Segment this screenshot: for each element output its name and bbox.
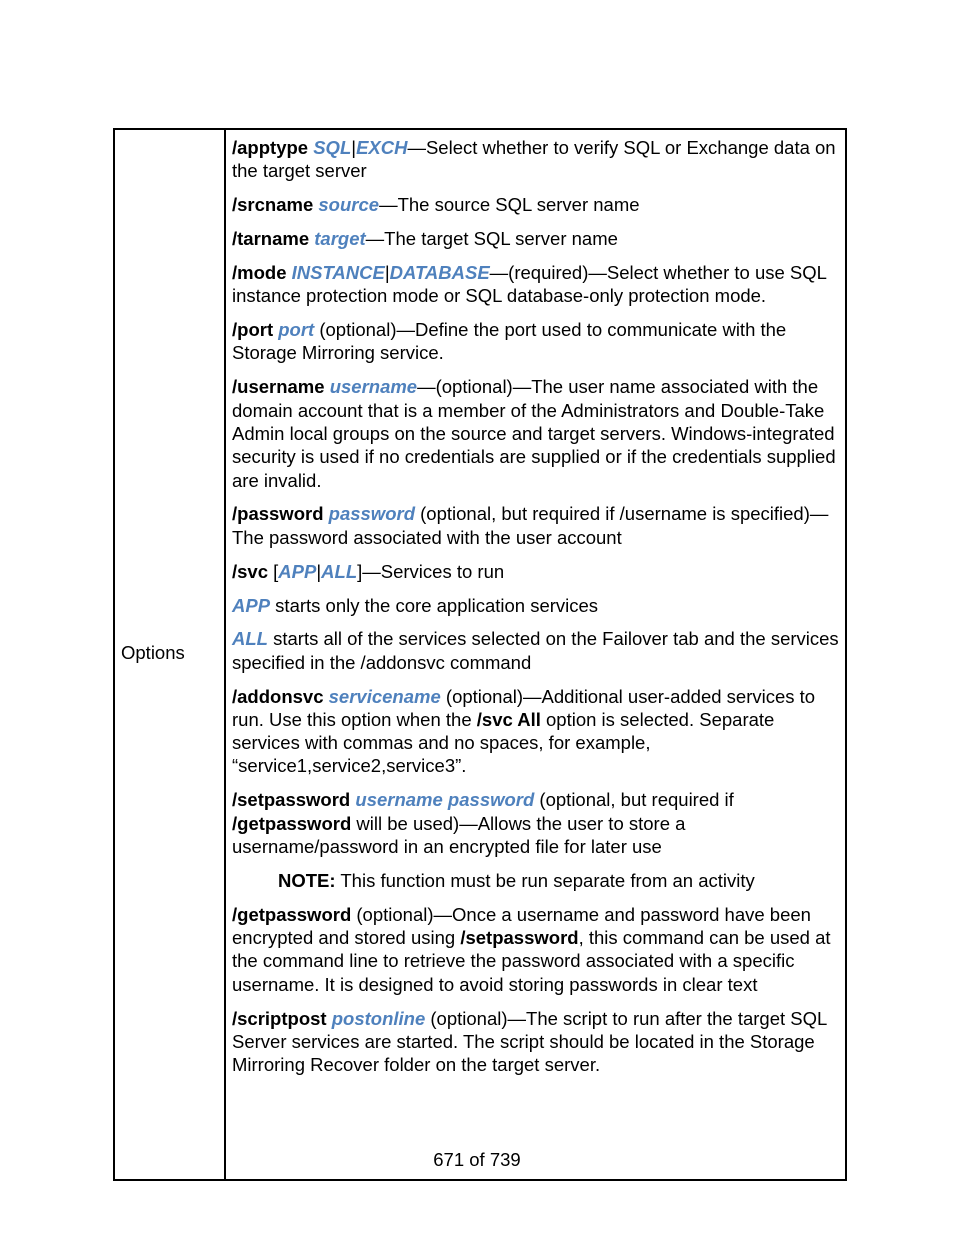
separator: | — [351, 137, 357, 158]
description-text: —The target SQL server name — [365, 228, 618, 250]
entry-addonsvc — [232, 685, 840, 778]
description-text: starts all of the services selected on the Failover tab and the services specified in the /addonsvc command — [232, 628, 839, 673]
bracket: [ — [268, 560, 279, 582]
entry-port — [232, 318, 840, 365]
row-label: Options — [121, 642, 185, 663]
entry-app — [232, 594, 840, 617]
description-text: —(required)—Select whether to use SQL instance protection mode or SQL database-only protection mode. — [232, 261, 827, 307]
command-name: /setpassword — [232, 789, 351, 811]
description-text: —The source SQL server name — [379, 194, 640, 216]
description-text: (optional)—Once a username and password have been encrypted and stored using — [232, 903, 811, 949]
variable: ALL — [321, 560, 358, 582]
description-text: option is selected. Separate services with commas and no spaces, for example, “service1,service2,service3”. — [232, 708, 775, 777]
command-name: /addonsvc — [232, 685, 324, 707]
description-text: will be used)—Allows the user to store a username/password in an encrypted file for later use — [232, 812, 686, 857]
description-text: , this command can be used at the command line to retrieve the password associated with a specific username. It is designed to avoid storing passwords in clear text — [232, 927, 831, 995]
options-table — [113, 128, 847, 1181]
description-text: (optional, but required if /username is specified)—The password associated with the user account — [232, 503, 829, 548]
separator: | — [384, 261, 390, 283]
entry-setpassword — [232, 788, 840, 858]
command-name: /tarname — [232, 228, 310, 250]
entry-scriptpost — [232, 1007, 840, 1077]
variable: servicename — [328, 685, 441, 707]
page-number: 671 of 739 — [433, 1149, 521, 1170]
command-name: /getpassword — [232, 903, 352, 925]
inline-command: /getpassword — [232, 812, 352, 834]
description-text: starts only the core application services — [270, 594, 599, 616]
inline-command: /setpassword — [460, 927, 579, 949]
entry-srcname — [232, 193, 840, 216]
inline-command: /svc All — [476, 708, 541, 730]
description-text: ]—Services to run — [357, 560, 505, 582]
variable: SQL — [313, 137, 352, 158]
variable: password — [328, 503, 415, 525]
note-text: This function must be run separate from an activity — [335, 869, 755, 891]
variable: username — [329, 376, 418, 398]
command-name: /srcname — [232, 194, 314, 216]
description-text: (optional, but required if — [534, 789, 734, 811]
entry-tarname — [232, 227, 840, 250]
command-name: /mode — [232, 261, 287, 283]
description-text: —Select whether to verify SQL or Exchange data on the target server — [232, 137, 836, 182]
variable: username password — [355, 789, 535, 811]
variable: APP — [278, 560, 317, 582]
entry-svc — [232, 560, 840, 583]
entry-password — [232, 502, 840, 549]
entry-mode — [232, 261, 840, 308]
separator: | — [316, 560, 322, 582]
command-name: /apptype — [232, 137, 309, 158]
variable: INSTANCE — [291, 261, 385, 283]
command-name: /username — [232, 376, 325, 398]
variable: ALL — [232, 628, 268, 650]
variable: target — [314, 228, 366, 250]
note — [232, 869, 840, 892]
command-name: /svc — [232, 560, 269, 582]
description-cell — [232, 136, 840, 1087]
variable: DATABASE — [389, 261, 490, 283]
row-label-cell — [115, 130, 226, 1179]
command-name: /password — [232, 503, 324, 525]
entry-apptype — [232, 136, 840, 183]
entry-getpassword — [232, 903, 840, 996]
description-text: (optional)—The script to run after the target SQL Server services are started. The script should be located in the Storage Mirroring Recover folder on the target server. — [232, 1007, 827, 1076]
variable: postonline — [331, 1007, 426, 1029]
entry-all — [232, 627, 840, 674]
command-name: /scriptpost — [232, 1007, 327, 1029]
variable: EXCH — [356, 137, 408, 158]
entry-username — [232, 375, 840, 491]
variable: port — [278, 319, 315, 341]
command-name: /port — [232, 319, 274, 341]
description-text: (optional)—Define the port used to communicate with the Storage Mirroring service. — [232, 319, 787, 364]
variable: source — [318, 194, 380, 216]
description-text: (optional)—Additional user-added services to run. Use this option when the — [232, 685, 816, 730]
variable: APP — [232, 594, 271, 616]
description-text: —(optional)—The user name associated with the domain account that is a member of the Administrators and Double-Take Admin local groups on the source and target servers. Windows-integrated security is used if no credentials are supplied or if the credentials supplied are invalid. — [232, 376, 836, 491]
note-label: NOTE: — [278, 869, 336, 891]
